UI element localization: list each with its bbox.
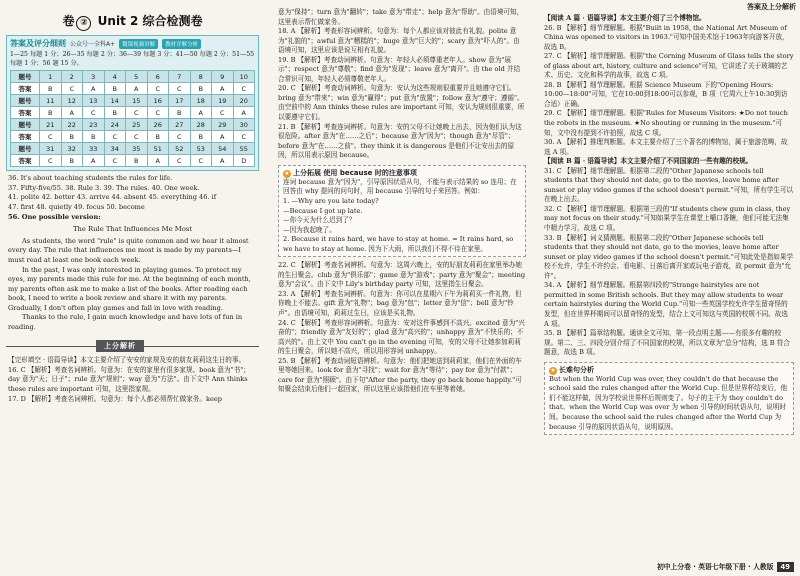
answer-box-tag: 微课视频讲解 — [119, 39, 158, 49]
tip-line: —你今天为什么迟到了？ — [283, 216, 356, 225]
grid-answer-cell: C — [126, 107, 148, 119]
grid-answer-cell: A — [190, 107, 212, 119]
grid-answer-cell: B — [104, 83, 126, 95]
explanation: 17. D 【解析】考查名词辨析。句意为：每个人都必须帮忙做家务。keep — [8, 394, 223, 403]
tip-line: 2. Because it rains hard, we have to stay at home. = It rains hard, so we have to stay at home. 因为下大雨，所以我们不得不待在家里。 — [283, 235, 514, 253]
grid-answer-cell: A — [126, 83, 148, 95]
grid-question-cell: 53 — [190, 143, 212, 155]
answer-grid — [10, 70, 255, 167]
explanation: 26. B 【解析】细节理解题。根据"Built in 1958, the National Art Museum of China was opened to visitors in 1963."可知中国美术馆于1963年向游客开放，故选 B。 — [544, 23, 789, 51]
grid-answer-cell: B — [169, 107, 191, 119]
answer-box-subtitle: 公众号一全科A+ — [70, 41, 116, 48]
explanation: 22. C 【解析】考查名词辨析。句意为：这周六晚上，安的好朋友莉莉在家里举办她的生日聚会。club 意为"俱乐部"；game 意为"游戏"；party 意为"聚会"；meeting 意为"会议"。由下文中 Lily's birthday party 可知，这里指生日聚会。 — [278, 261, 526, 289]
grid-question-row — [11, 71, 255, 83]
grid-answer-cell: C — [147, 107, 169, 119]
column-middle — [270, 0, 532, 576]
grid-question-cell: 2 — [61, 71, 83, 83]
grid-question-cell: 22 — [61, 119, 83, 131]
grid-answer-cell: C — [233, 83, 255, 95]
grid-question-cell: 19 — [212, 95, 234, 107]
grid-answer-cell: C — [169, 131, 191, 143]
grid-question-label: 题号 — [11, 71, 40, 83]
grid-question-cell: 34 — [104, 143, 126, 155]
explanation: 18. A 【解析】考查形容词辨析。句意为：每个人都应该对彼此有礼貌。polite 意为"礼貌的"；awful 意为"糟糕的"；huge 意为"巨大的"；scary 意为"吓人的"。由语境可知，这里应该是说互相有礼貌。 — [278, 27, 520, 55]
unit-heading: Unit 2 综合检测卷 — [97, 14, 203, 28]
answer-box-header — [10, 38, 255, 49]
essay — [0, 225, 265, 332]
grid-answer-label: 答案 — [11, 107, 40, 119]
grid-question-cell: 55 — [233, 143, 255, 155]
grid-answer-cell: C — [190, 155, 212, 167]
unit-label: 卷 — [62, 14, 75, 28]
explanation: 31. C 【解析】细节理解题。根据第二段的"Other Japanese schools tell students that they should not date, go to the movies, leave home after sunset or play video games if the school doesn't permit."可知，所有学生可以在晚上出去。 — [544, 166, 794, 204]
grid-question-cell: 29 — [212, 119, 234, 131]
grid-question-cell: 9 — [212, 71, 234, 83]
grid-question-label: 题号 — [11, 119, 40, 131]
grid-question-cell: 4 — [104, 71, 126, 83]
fill-answers — [0, 174, 265, 222]
grid-answer-label: 答案 — [11, 155, 40, 167]
grid-question-cell: 21 — [40, 119, 62, 131]
unit-title — [0, 12, 265, 31]
score-note: 1—25 每题 1 分；26—35 每题 2 分；36—39 每题 3 分；41—50 每题 2 分；51—55 每题 1 分；56 题 15 分。 — [10, 51, 255, 67]
grid-question-cell: 13 — [83, 95, 105, 107]
grid-question-cell: 12 — [61, 95, 83, 107]
explanation: 34. A 【解析】细节理解题。根据第四段的"Strange hairstyles are not permitted in some British schools. But they may allow students to wear certain hairstyles during the World Cup."可知一些英国学校允许学生留奇怪的发型，但在世界杯期间可以留奇怪的发型，结合上文可知这与英国的校规不同。故选 A 项。 — [544, 281, 788, 328]
grid-answer-cell: C — [233, 131, 255, 143]
explanations-left — [0, 356, 265, 404]
answer-box — [6, 35, 259, 171]
grid-answer-cell: C — [169, 155, 191, 167]
explanation: 16. C 【解析】考查名词辨析。句意为：在安的家里有很多家规。book 意为"书"；day 意为"天；日子"；rule 意为"规则"；way 意为"方法"。由下文中 Ann thinks these rules are important 可知，这里指家规。 — [8, 365, 250, 394]
grid-answer-cell: B — [190, 131, 212, 143]
tip-title — [283, 168, 521, 178]
page-footer — [657, 561, 794, 572]
grid-answer-cell: C — [147, 83, 169, 95]
section-banner — [6, 340, 259, 352]
reading-intro: 【阅读 A 篇 · 语篇导读】本文主要介绍了三个博物馆。 — [544, 14, 706, 22]
explanation: 24. C 【解析】考查形容词辨析。句意为：安对这件事感到不高兴。excited 意为"兴奋的"；friendly 意为"友好的"；glad 意为"高兴的"；unhappy 意为"不快乐的；不高兴的"。由上文中 You can't go in the evening 可知，安的父母不让她参加莉莉的生日聚会，所以她不高兴，所以用形容词 unhappy。 — [278, 318, 525, 356]
explanation: 33. B 【解析】词义猜测题。根据第二段的"Other Japanese schools tell students that they should not date, go to the movies, leave home after sunset or play video games if the school doesn't permit."可知此处是指如果学校不允许，学生不许约会、看电影、日落后离开家或玩电子游戏，故 permit 意为"允许"。 — [544, 233, 794, 280]
grid-question-cell: 26 — [147, 119, 169, 131]
grid-question-label: 题号 — [11, 143, 40, 155]
explanation: 19. B 【解析】考查动词辨析。句意为：年轻人必须尊重老年人。show 意为"展示"；respect 意为"尊敬"；find 意为"发现"；leave 意为"离开"。由 the old 并结合常识可知，年轻人必须尊敬老年人。 — [278, 55, 521, 83]
tip-title-text: 长难句分析 — [559, 365, 594, 374]
footer-text: 初中上分卷 · 英语七年级下册 · 人教版 — [656, 563, 774, 571]
grid-question-cell: 27 — [169, 119, 191, 131]
grid-question-cell: 18 — [190, 95, 212, 107]
explanation: 【完形填空 · 语篇导读】本文主要介绍了安安的家规及安的朋友莉莉这生日的事。 — [8, 356, 246, 365]
grid-question-cell: 7 — [169, 71, 191, 83]
grid-question-cell: 30 — [233, 119, 255, 131]
grid-question-cell: 23 — [83, 119, 105, 131]
grid-question-cell: 25 — [126, 119, 148, 131]
grid-question-cell: 24 — [104, 119, 126, 131]
tip-line: —Because I got up late. — [283, 206, 363, 215]
explanation: 23. A 【解析】考查名词辨析。句意为：你可以在星期六下午为莉莉买一件礼物，但你晚上不能去。gift 意为"礼物"；bag 意为"包"；letter 意为"信"；bell 意为"铃声"。由语境可知，莉莉过生日，应该是买礼物。 — [278, 289, 522, 317]
grid-answer-cell: A — [212, 131, 234, 143]
explanation: 21. B 【解析】考查连词辨析。句意为：安的父母不让她晚上出去，因为他们认为这很危险。after 意为"在……之后"；because 意为"因为"；though 意为"尽管"；before 意为"在……之前"。they think it is dangerous 是他们不让安出去的原因，所以用表示原因 because。 — [278, 122, 522, 160]
unit-number: ② — [76, 16, 91, 31]
explanation: 29. C 【解析】细节理解题。根据"Rules for Museum Visitors: ★Do not touch the robots in the museum. ★No shouting or running in the museum."可知，文中没有提到不许拍照，故选 C 项。 — [544, 109, 788, 137]
grid-question-row — [11, 119, 255, 131]
grid-answer-cell: B — [40, 83, 62, 95]
column-right — [536, 0, 800, 576]
grid-answer-cell: A — [83, 155, 105, 167]
grid-question-cell: 20 — [233, 95, 255, 107]
explanation: 30. A 【解析】推理判断题。本文主要介绍了三个著名的博物馆，属于旅游范畴，故选 A 项。 — [544, 138, 788, 156]
grid-question-label: 题号 — [11, 95, 40, 107]
grid-answer-cell: B — [147, 131, 169, 143]
reading-intro: 【阅读 B 篇 · 语篇导读】本文主要介绍了不同国家的一些有趣的校规。 — [544, 157, 753, 166]
grid-question-cell: 32 — [61, 143, 83, 155]
grid-answer-cell: A — [61, 107, 83, 119]
grid-answer-cell: B — [190, 83, 212, 95]
grid-question-cell: 1 — [40, 71, 62, 83]
grid-answer-cell: C — [83, 107, 105, 119]
explanation: 20. C 【解析】考查动词辨析。句意为：安认为这些规则很重要并且她遵守它们。bring 意为"带来"；win 意为"赢得"；put 意为"放置"；follow 意为"遵守；遵循"。由空前中的 Ann thinks these rules are important 可知，安认为规则很重要，所以要遵守它们。 — [278, 84, 525, 122]
grid-question-row — [11, 143, 255, 155]
grid-question-cell: 11 — [40, 95, 62, 107]
grid-answer-cell: D — [233, 155, 255, 167]
grid-answer-row — [11, 107, 255, 119]
grid-question-cell: 15 — [126, 95, 148, 107]
grid-question-cell: 14 — [104, 95, 126, 107]
essay-paragraph: Thanks to the rule, I gain much knowledge and have lots of fun in reading. — [8, 313, 243, 331]
tip-box-because — [278, 165, 526, 258]
banner-label: 上分解析 — [96, 340, 144, 352]
essay-paragraph: In the past, I was only interested in playing games. To protect my eyes, my parents made this rule for me. At the beginning of each month, my parents often ask me to make a list of the books. After reading each book, I need to write a book review and share it with my parents. Gradually, I don't often play games and fall in love with reading. — [8, 265, 251, 312]
fill-line: 41. polite 42. better 43. arrive 44. absent 45. everything 46. if — [8, 193, 217, 202]
answer-box-tag: 教材详解分析 — [162, 39, 201, 49]
fill-line: 36. It's about teaching students the rules for life. — [8, 174, 173, 183]
grid-answer-cell: B — [126, 155, 148, 167]
grid-answer-label: 答案 — [11, 83, 40, 95]
tip-line: —因为我起晚了。 — [283, 225, 336, 234]
explanation: 35. B 【解析】篇章结构题。通读全文可知，第一段点明主题——有很多有趣的校规。第二、三、四段分别介绍了不同国家的校规，所以文章为"总分"结构，选 B 符合题意，故选 B 项。 — [544, 329, 790, 357]
grid-answer-cell: A — [83, 83, 105, 95]
grid-question-cell: 33 — [83, 143, 105, 155]
fill-line: 56. One possible version: — [8, 212, 101, 221]
page-number: 49 — [777, 562, 794, 572]
star-icon: ★ — [550, 366, 556, 374]
grid-answer-cell: B — [61, 131, 83, 143]
grid-answer-cell: C — [40, 131, 62, 143]
tip-line: 连词 because 意为"因为"，引导原因状语从句，不能与表示结果的 so 连用；在回答由 why 提问的问句时，用 because 引导的句子来回答。例如： — [283, 177, 517, 196]
grid-question-row — [11, 95, 255, 107]
fill-line: 37. Fifty-five/55. 38. Rule 3. 39. The rules. 40. One week. — [8, 183, 200, 192]
grid-question-cell: 8 — [190, 71, 212, 83]
grid-answer-cell: B — [83, 131, 105, 143]
tip-title — [549, 365, 789, 375]
star-icon: ★ — [284, 169, 290, 177]
grid-answer-cell: C — [40, 155, 62, 167]
grid-question-cell: 17 — [169, 95, 191, 107]
tip-title-text: 上分拓展 使用 because 时的注意事项 — [293, 168, 417, 177]
grid-answer-cell: A — [147, 155, 169, 167]
grid-answer-cell: C — [212, 107, 234, 119]
grid-question-cell: 54 — [212, 143, 234, 155]
tip-line: 1. —Why are you late today? — [283, 196, 379, 205]
tip-box-long-sentence — [544, 362, 794, 435]
grid-question-cell: 51 — [147, 143, 169, 155]
explanation: 27. C 【解析】细节理解题。根据"the Corning Museum of Glass tells the story of glass about art, history, culture and science"可知，它讲述了关于玻璃的艺术、历史、文化和科学的故事，故选 C 项。 — [544, 52, 794, 80]
grid-question-cell: 6 — [147, 71, 169, 83]
grid-answer-cell: A — [212, 83, 234, 95]
grid-question-cell: 10 — [233, 71, 255, 83]
grid-question-cell: 16 — [147, 95, 169, 107]
explanation: 32. C 【解析】细节理解题。根据第三段的"If students chew gum in class, they may not focus on their study."可知如果学生在课堂上嚼口香糖，他们可能无法集中精力学习，故选 C 项。 — [544, 204, 791, 233]
grid-question-cell: 5 — [126, 71, 148, 83]
grid-answer-cell: C — [126, 131, 148, 143]
answer-box-title: 答案及评分细则 — [10, 39, 66, 48]
grid-answer-cell: C — [104, 155, 126, 167]
grid-question-cell: 28 — [190, 119, 212, 131]
page-header-right: 答案及上分解析 — [747, 3, 796, 11]
grid-question-cell: 35 — [126, 143, 148, 155]
grid-answer-row — [11, 155, 255, 167]
grid-answer-cell: A — [212, 155, 234, 167]
grid-answer-cell: C — [169, 83, 191, 95]
grid-answer-label: 答案 — [11, 131, 40, 143]
grid-question-cell: 3 — [83, 71, 105, 83]
grid-answer-row — [11, 83, 255, 95]
explanation: 意为"保持"；turn 意为"翻转"；take 意为"带走"；help 意为"帮助"。由语境可知，这里表示帮忙做家务。 — [278, 8, 524, 26]
column-left — [0, 0, 265, 576]
explanation: 28. B 【解析】细节理解题。根据 Science Museum 下的"Opening Hours: 10:00—18:00"可知，它在10:00到18:00可以参观，B 项（它周六上午10:30到访合适）正确。 — [544, 80, 788, 108]
grid-answer-cell: B — [104, 107, 126, 119]
grid-question-cell: 31 — [40, 143, 62, 155]
tip-line: But when the World Cup was over, they couldn't do that because the school said the rules changed after the World Cup. 但是世界杯结束后，他们不能这样做，因为学校说世界杯后规则变了。句子的主干为 they couldn't do that。when the World Cup was over 为 when 引导的时间状语从句，说明时间。because the school said the rules changed after the World Cup 为 because 引导的原因状语从句，说明原因。 — [549, 374, 788, 431]
fill-line: 47. first 48. quietly 49. focus 50. become — [8, 202, 145, 211]
grid-answer-cell: B — [61, 155, 83, 167]
grid-answer-cell: A — [233, 107, 255, 119]
grid-answer-cell: C — [61, 83, 83, 95]
explanation: 25. B 【解析】考查动词短语辨析。句意为：他们把她送到莉莉家，他们在外面的车里等她回来。look for 意为"寻找"；wait for 意为"等待"；pay for 意为"付款"；care for 意为"照顾"。由下句"After the party, they go back home happily."可知聚会结束后他们一起回家，所以这里应该指他们在车里等着她。 — [278, 356, 522, 394]
grid-question-cell: 52 — [169, 143, 191, 155]
grid-answer-cell: C — [104, 131, 126, 143]
essay-title: The Rule That Influences Me Most — [72, 225, 193, 234]
grid-answer-row — [11, 131, 255, 143]
essay-paragraph: As students, the word "rule" is quite common and we hear it almost every day. The rule that influences me most is made by my parents—I must read at least one book each week. — [8, 236, 249, 265]
grid-answer-cell: B — [40, 107, 62, 119]
